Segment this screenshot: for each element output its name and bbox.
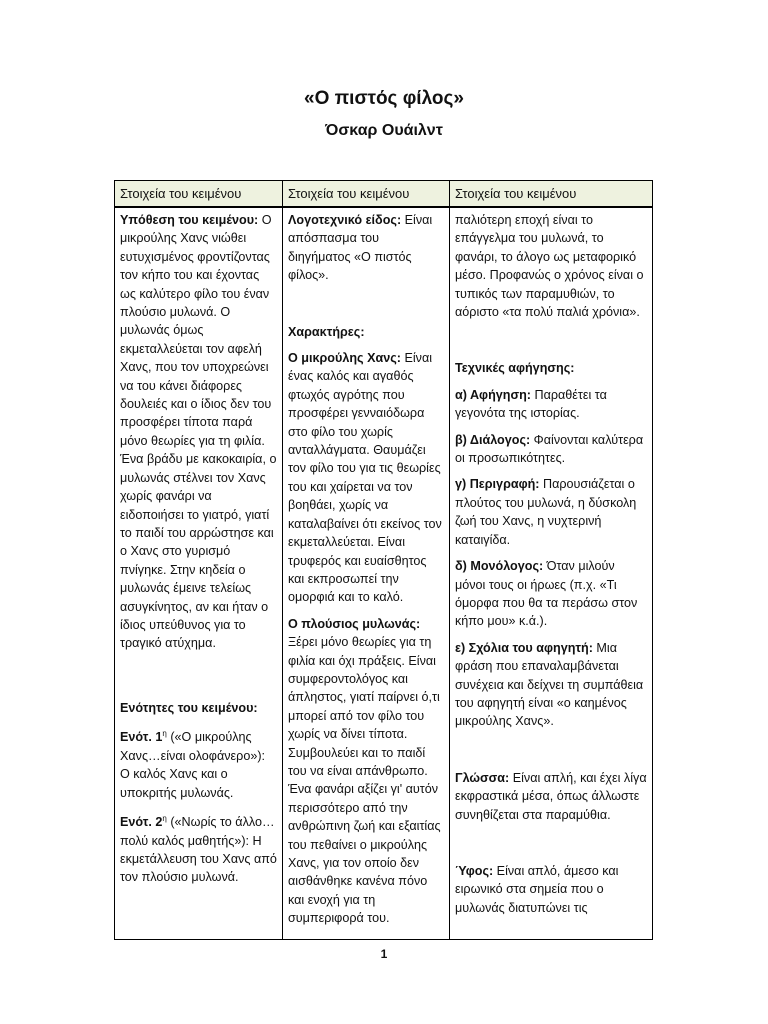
paragraph-text: η <box>162 813 167 823</box>
paragraph-heading: Ο μικρούλης Χανς: <box>288 351 401 366</box>
paragraph-text: Είναι απλή, και έχει λίγα εκφραστικά μέσα, όπως άλλωστε συνηθίζεται στα παραμύθια. <box>455 770 647 822</box>
paragraph-text: Φαίνονται καλύτερα οι προσωπικότητες. <box>455 432 644 466</box>
cell-paragraph <box>455 431 647 468</box>
paragraph-heading: Ενότ. 1 <box>120 730 163 745</box>
table-cell-col-1 <box>115 207 283 939</box>
paragraph-text: παλιότερη εποχή είναι το επάγγελμα του μυλωνά, το φανάρι, το άλογο ως μεταφορικό μέσο. Προφανώς ο χρόνος είναι ο τυπικός των παραμυθιών, το αόριστο «τα πολύ παλιά χρόνια». <box>455 213 644 320</box>
paragraph-heading: Ενότητες του κειμένου: <box>120 700 258 715</box>
column-header: Στοιχεία του κειμένου <box>450 181 653 208</box>
content-table <box>114 180 653 940</box>
paragraph-heading: γ) Περιγραφή: <box>455 477 540 492</box>
paragraph-text: Είναι απόσπασμα του διηγήματος «Ο πιστός φίλος». <box>288 213 433 283</box>
cell-paragraph <box>455 359 647 377</box>
paragraph-heading: Λογοτεχνικό είδος: <box>288 213 402 227</box>
paragraph-text: («Νωρίς το άλλο…πολύ καλός μαθητής»): Η εκμετάλλευση του Χανς από τον πλούσιο μυλωνά. <box>120 815 277 885</box>
paragraph-heading: Ο πλούσιος μυλωνάς: <box>288 616 421 631</box>
cell-paragraph <box>455 557 647 631</box>
cell-paragraph <box>455 769 647 824</box>
paragraph-text: Παραθέτει τα γεγονότα της ιστορίας. <box>455 387 607 421</box>
cell-paragraph <box>288 323 444 341</box>
cell-paragraph <box>288 615 444 928</box>
paragraph-heading: Ενότ. 2 <box>120 815 163 830</box>
paragraph-heading: Υπόθεση του κειμένου: <box>120 213 259 227</box>
paragraph-heading: α) Αφήγηση: <box>455 387 531 402</box>
paragraph-text: («Ο μικρούλης Χανς…είναι ολοφάνερο»): Ο καλός Χανς και ο υποκριτής μυλωνάς. <box>120 730 266 800</box>
page-number: 1 <box>380 947 388 961</box>
column-header: Στοιχεία του κειμένου <box>115 181 283 208</box>
document-title: «Ο πιστός φίλος» <box>304 88 464 109</box>
paragraph-heading: ε) Σχόλια του αφηγητή: <box>455 640 593 655</box>
paragraph-text: Είναι απλό, άμεσο και ειρωνικό στα σημεία που ο μυλωνάς διατυπώνει τις <box>455 863 619 915</box>
paragraph-heading: δ) Μονόλογος: <box>455 559 544 574</box>
table-cell-col-3 <box>450 207 653 939</box>
paragraph-heading: Χαρακτήρες: <box>288 324 365 339</box>
paragraph-heading: Τεχνικές αφήγησης: <box>455 361 575 376</box>
cell-paragraph <box>120 725 277 802</box>
paragraph-heading: Ύφος: <box>455 863 494 878</box>
paragraph-text: Παρουσιάζεται ο πλούτος του μυλωνά, η δύσκολη ζωή του Χανς, η νυχτερινή καταιγίδα. <box>455 477 637 547</box>
cell-paragraph <box>455 211 647 321</box>
paragraph-text: Ο μικρούλης Χανς νιώθει ευτυχισμένος φροντίζοντας τον κήπο του και έχοντας ως καλύτερο φίλο του έναν πλούσιο μυλωνά. Ο μυλωνάς όμως εκμεταλλεύεται τον αφελή Χανς, που τον υποχρεώνει να του κάνει διάφορες δουλειές και ο ίδιος δεν του προσφέρει τίποτα παρά μόνο θεωρίες για τη φιλία. Ένα βράδυ με κακοκαιρία, ο μυλωνάς στέλνει τον Χανς χωρίς φανάρι να ειδοποιήσει το γιατρό, γιατί το παιδί του αρρώστησε και ο Χανς στο γυρισμό πνίγηκε. Στην κηδεία ο μυλωνάς έμεινε τελείως ασυγκίνητος, αν και ήταν ο ίδιος υπεύθυνος για το τραγικό ατύχημα. <box>120 213 277 651</box>
cell-paragraph <box>120 699 277 717</box>
column-header: Στοιχεία του κειμένου <box>283 181 450 208</box>
cell-paragraph <box>120 810 277 887</box>
author-name: Όσκαρ Ουάιλντ <box>325 122 443 139</box>
cell-paragraph <box>120 211 277 653</box>
cell-paragraph <box>288 349 444 607</box>
paragraph-text: Ξέρει μόνο θεωρίες για τη φιλία και όχι πράξεις. Είναι συμφεροντολόγος και άπληστος, γιατί παίρνει ό,τι μπορεί από τον φίλο του χωρίς να δίνει τίποτα. Συμβουλεύει και το παιδί του να είναι απάνθρωπο. Ένα φανάρι αξίζει γι' αυτόν περισσότερο από την ανθρώπινη ζωή και εξαιτίας του πεθαίνει ο μικρούλης Χανς, για τον οποίο δεν αισθάνθηκε κανένα πόνο και ενοχή για τη συμπεριφορά του. <box>288 635 441 926</box>
table-header-row <box>115 181 653 208</box>
paragraph-heading: β) Διάλογος: <box>455 432 531 447</box>
paragraph-text: Είναι ένας καλός και αγαθός φτωχός αγρότης που προσφέρει γενναιόδωρα στο φίλο του χωρίς ανταλλάγματα. Θαυμάζει τον φίλο του για τις θεωρίες του και χαίρεται να τον βοηθάει, χωρίς να καταλαβαίνει ότι εκείνος τον εκμεταλλεύεται. Είναι τρυφερός και ευαίσθητος και εκπροσωπεί την ομορφιά και το καλό. <box>288 351 442 605</box>
cell-paragraph <box>455 475 647 549</box>
cell-paragraph <box>455 862 647 917</box>
paragraph-heading: Γλώσσα: <box>455 770 510 785</box>
paragraph-text: Μια φράση που επαναλαμβάνεται συνέχεια και δείχνει τη συμπάθεια του αφηγητή είναι «ο καημένος μικρούλης Χανς». <box>455 640 644 729</box>
cell-paragraph <box>455 386 647 423</box>
cell-paragraph <box>455 639 647 731</box>
table-body-row <box>115 207 653 939</box>
cell-paragraph <box>288 211 444 285</box>
table-cell-col-2 <box>283 207 450 939</box>
paragraph-text: η <box>162 729 167 739</box>
paragraph-text: Όταν μιλούν μόνοι τους οι ήρωες (π.χ. «Τι όμορφα που θα τα περάσω στον κήπο μου» κ.ά.). <box>455 559 638 629</box>
